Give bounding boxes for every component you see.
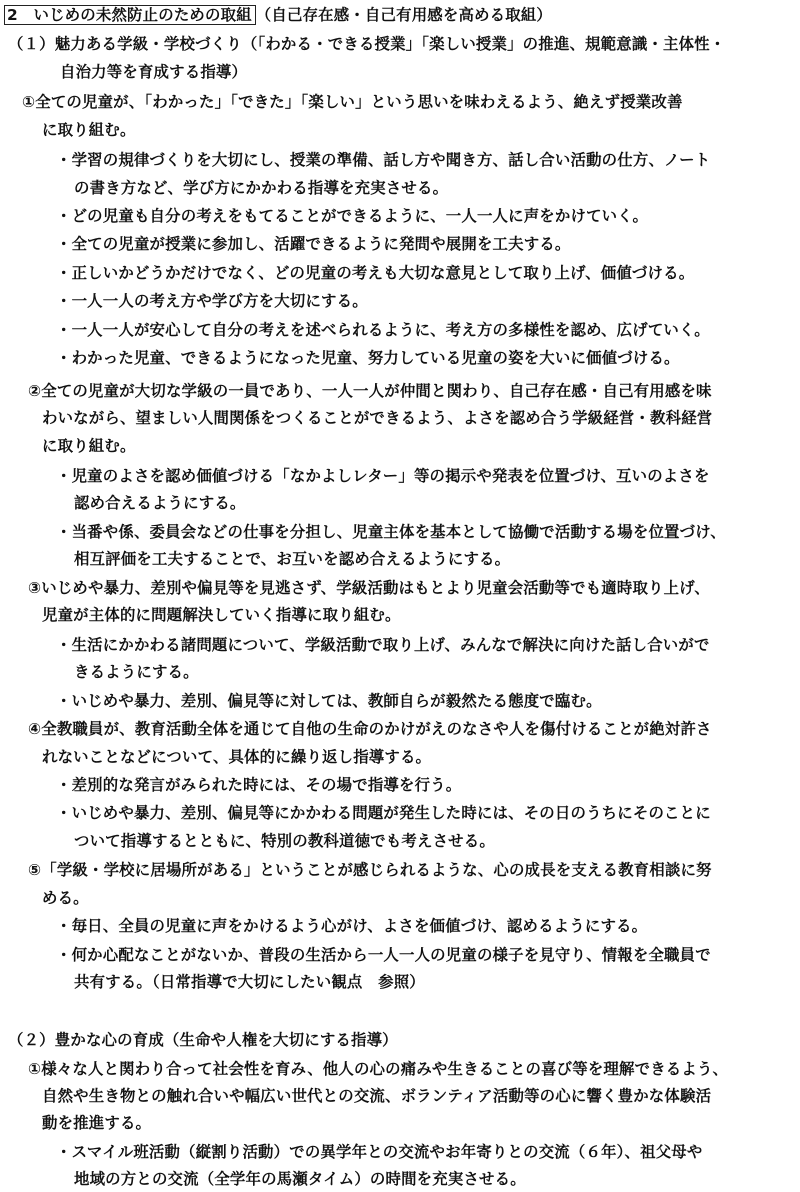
item-2-text-cont: に取り組む。	[42, 436, 136, 455]
bullet-cont: 認め合えるようにする。	[74, 494, 246, 513]
bullet: ・学習の規律づくりを大切にし、授業の準備、話し方や聞き方、話し合い活動の仕方、ノート	[56, 151, 711, 170]
section-subtitle: （自己存在感・自己有用感を高める取組）	[255, 5, 553, 24]
item-1-text: ①全ての児童が、「わかった」「できた」「楽しい」という思いを味わえるよう、絶えず授業改善	[22, 93, 683, 112]
bullet: ・毎日、全員の児童に声をかけるよう心がけ、よさを価値づけ、認めるようにする。	[56, 917, 648, 936]
bullet: ・全ての児童が授業に参加し、活躍できるように発問や展開を工夫する。	[56, 235, 571, 254]
bullet: ・生活にかかわる諸問題について、学級活動で取り上げ、みんなで解決に向けた話し合いがで	[56, 635, 710, 654]
bullet: ・いじめや暴力、差別、偏見等にかかわる問題が発生した時には、その日のうちにそのことに	[56, 804, 711, 823]
item-5-text-cont: める。	[42, 888, 89, 907]
bullet: ・児童のよさを認め価値づける「なかよしレター」等の掲示や発表を位置づけ、互いのよさを	[56, 467, 710, 485]
section-heading	[4, 4, 552, 26]
bullet: ・一人一人の考え方や学び方を大切にする。	[56, 292, 368, 311]
subsection-1-heading: （１）魅力ある学級・学校づくり（「わかる・できる授業」「楽しい授業」の推進、規範意識・主体性・	[8, 35, 726, 54]
item-3-text-cont: 児童が主体的に問題解決していく指導に取り組む。	[42, 606, 401, 625]
section-title-box	[4, 5, 256, 25]
item-1-text-cont: に取り組む。	[42, 120, 136, 139]
bullet: ・差別的な発言がみられた時には、その場で指導を行う。	[56, 776, 462, 795]
section-title: いじめの未然防止のための取組	[33, 5, 252, 24]
subsection-1-heading-cont: 自治力等を育成する指導）	[60, 62, 248, 81]
item-4-text-cont: れないことなどについて、具体的に繰り返し指導する。	[42, 747, 432, 766]
bullet-cont: きるようにする。	[74, 663, 199, 682]
bullet: ・一人一人が安心して自分の考えを述べられるように、考え方の多様性を認め、広げていく。	[56, 320, 710, 339]
bullet: ・どの児童も自分の考えをもてることができるように、一人一人に声をかけていく。	[56, 207, 649, 226]
bullet: ・当番や係、委員会などの仕事を分担し、児童主体を基本として協働で活動する場を位置づけ、	[56, 522, 726, 541]
s2-item-1-text-cont: 自然や生き物との触れ合いや幅広い世代との交流、ボランティア活動等の心に響く豊かな体験活	[42, 1087, 712, 1106]
bullet: ・スマイル班活動（縦割り活動）での異学年との交流やお年寄りとの交流（６年）、祖父母や	[56, 1142, 703, 1161]
bullet: ・何か心配なことがないか、普段の生活から一人一人の児童の様子を見守り、情報を全職員で	[56, 945, 711, 964]
bullet-cont: ついて指導するとともに、特別の教科道徳でも考えさせる。	[74, 831, 495, 850]
item-3-text: ③いじめや暴力、差別や偏見等を見逃さず、学級活動はもとより児童会活動等でも適時取り上げ、	[28, 578, 710, 597]
section-number: 2	[7, 5, 18, 24]
item-2-text-cont: わいながら、望ましい人間関係をつくることができるよう、よさを認め合う学級経営・教科経営	[42, 409, 713, 428]
item-5-text: ⑤「学級・学校に居場所がある」ということが感じられるような、心の成長を支える教育相談に努	[28, 861, 712, 880]
bullet: ・いじめや暴力、差別、偏見等に対しては、教師自らが毅然たる態度で臨む。	[56, 691, 602, 710]
item-4-text: ④全教職員が、教育活動全体を通じて自他の生命のかけがえのなさや人を傷付けることが絶対許さ	[28, 720, 712, 739]
s2-item-1-text-cont: 動を推進する。	[42, 1114, 152, 1133]
bullet-cont: の書き方など、学び方にかかわる指導を充実させる。	[74, 178, 449, 197]
s2-item-1-text: ①様々な人と関わり合って社会性を育み、他人の心の痛みや生きることの喜び等を理解できるよう、	[28, 1059, 729, 1078]
bullet-cont: 地域の方との交流（全学年の馬瀬タイム）の時間を充実させる。	[74, 1170, 526, 1189]
bullet: ・正しいかどうかだけでなく、どの児童の考えも大切な意見として取り上げ、価値づける。	[56, 263, 695, 282]
bullet: ・わかった児童、できるようになった児童、努力している児童の姿を大いに価値づける。	[56, 349, 680, 368]
subsection-2-heading: （２）豊かな心の育成（生命や人権を大切にする指導）	[8, 1031, 398, 1050]
bullet-cont: 共有する。（日常指導で大切にしたい観点 参照）	[74, 973, 425, 992]
item-2-text: ②全ての児童が大切な学級の一員であり、一人一人が仲間と関わり、自己存在感・自己有用感を味	[28, 381, 712, 400]
bullet-cont: 相互評価を工夫することで、お互いを認め合えるようにする。	[74, 550, 511, 569]
